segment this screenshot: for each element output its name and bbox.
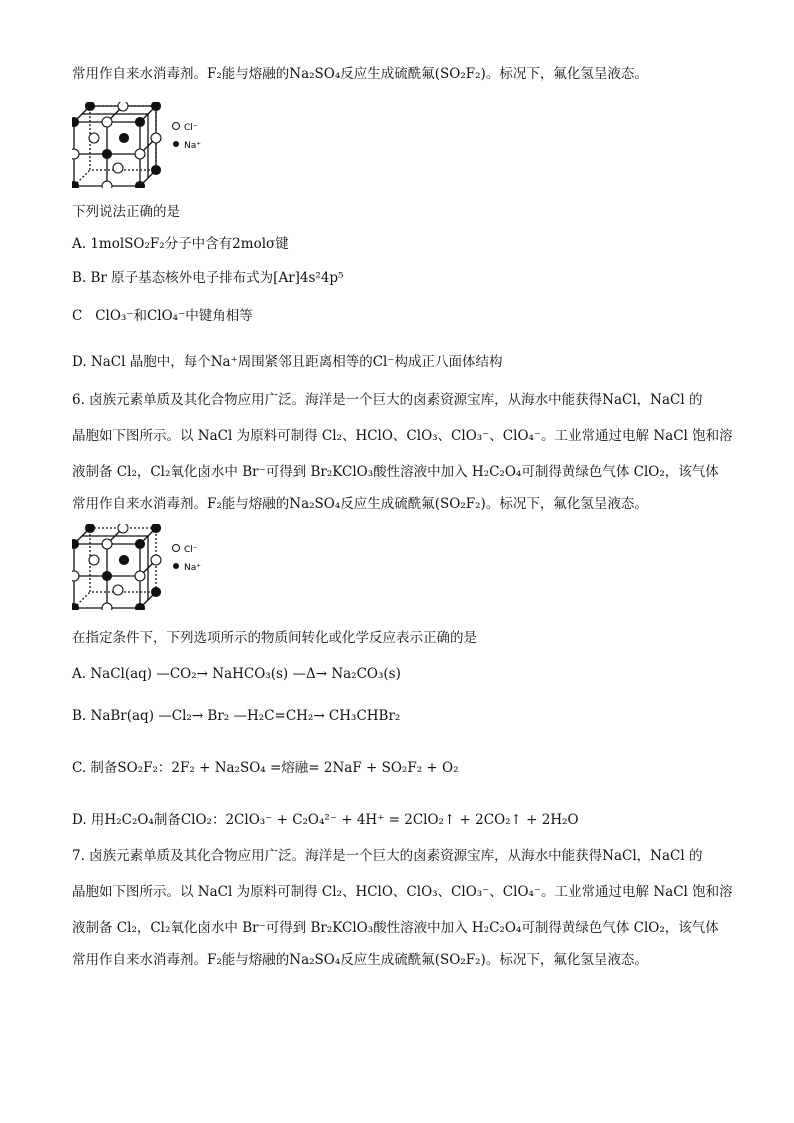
q5-intro-tail: 常用作自来水消毒剂。F₂能与熔融的Na₂SO₄反应生成硫酰氟(SO₂F₂)。标况下，氟化氢呈液态。 bbox=[72, 66, 648, 82]
nacl-unit-cell-figure-2 bbox=[72, 524, 212, 610]
q5-option-b bbox=[72, 268, 343, 288]
q5-option-c bbox=[72, 306, 253, 326]
q6-stem: 在指定条件下，下列选项所示的物质间转化或化学反应表示正确的是 bbox=[72, 630, 477, 646]
q5-option-a: A. 1molSO₂F₂分子中含有2molσ键 bbox=[72, 236, 289, 252]
q5-stem: 下列说法正确的是 bbox=[72, 204, 180, 220]
q5-option-b-prefix: B. Br 原子基态核外电子排布式为 bbox=[72, 270, 274, 286]
q7-intro-3: 液制备 Cl₂，Cl₂氧化卤水中 Br⁻可得到 Br₂KClO₃酸性溶液中加入 H₂C₂O₄可制得黄绿色气体 ClO₂，该气体 bbox=[72, 920, 719, 936]
legend-cl-2: Cl⁻ bbox=[184, 545, 198, 555]
legend-na: Na⁺ bbox=[184, 141, 201, 151]
q7-intro-1: 7. 卤族元素单质及其化合物应用广泛。海洋是一个巨大的卤素资源宝库，从海水中能获得NaCl，NaCl 的 bbox=[72, 848, 703, 864]
q5-option-b-config: [Ar]4s²4p⁵ bbox=[273, 270, 344, 286]
q6-intro-2: 晶胞如下图所示。以 NaCl 为原料可制得 Cl₂、HClO、ClO₃、ClO₃⁻、ClO₄⁻。工业常通过电解 NaCl 饱和溶 bbox=[72, 428, 733, 444]
q7-intro-4: 常用作自来水消毒剂。F₂能与熔融的Na₂SO₄反应生成硫酰氟(SO₂F₂)。标况下，氟化氢呈液态。 bbox=[72, 952, 648, 968]
q6-option-a: A. NaCl(aq) —CO₂→ NaHCO₃(s) —Δ→ Na₂CO₃(s) bbox=[72, 666, 401, 682]
q6-option-b: B. NaBr(aq) —Cl₂→ Br₂ —H₂C=CH₂→ CH₃CHBr₂ bbox=[72, 708, 401, 724]
q6-option-c: C. 制备SO₂F₂：2F₂ + Na₂SO₄ =熔融= 2NaF + SO₂F₂ + O₂ bbox=[72, 760, 459, 776]
nacl-unit-cell-figure bbox=[72, 102, 212, 188]
q5-option-d: D. NaCl 晶胞中，每个Na⁺周围紧邻且距离相等的Cl⁻构成正八面体结构 bbox=[72, 354, 503, 370]
q6-intro-4: 常用作自来水消毒剂。F₂能与熔融的Na₂SO₄反应生成硫酰氟(SO₂F₂)。标况下，氟化氢呈液态。 bbox=[72, 496, 648, 512]
q6-intro-1: 6. 卤族元素单质及其化合物应用广泛。海洋是一个巨大的卤素资源宝库，从海水中能获得NaCl，NaCl 的 bbox=[72, 392, 703, 408]
q6-option-d: D. 用H₂C₂O₄制备ClO₂：2ClO₃⁻ + C₂O₄²⁻ + 4H⁺ = 2ClO₂↑ + 2CO₂↑ + 2H₂O bbox=[72, 812, 579, 828]
legend-na-2: Na⁺ bbox=[184, 563, 201, 573]
q6-intro-3: 液制备 Cl₂，Cl₂氧化卤水中 Br⁻可得到 Br₂KClO₃酸性溶液中加入 H₂C₂O₄可制得黄绿色气体 ClO₂，该气体 bbox=[72, 464, 719, 480]
q5-option-c-letter: C bbox=[72, 308, 83, 324]
q7-intro-2: 晶胞如下图所示。以 NaCl 为原料可制得 Cl₂、HClO、ClO₃、ClO₃⁻、ClO₄⁻。工业常通过电解 NaCl 饱和溶 bbox=[72, 884, 733, 900]
q5-option-c-text: ClO₃⁻和ClO₄⁻中键角相等 bbox=[95, 308, 253, 324]
legend-cl: Cl⁻ bbox=[184, 123, 198, 133]
